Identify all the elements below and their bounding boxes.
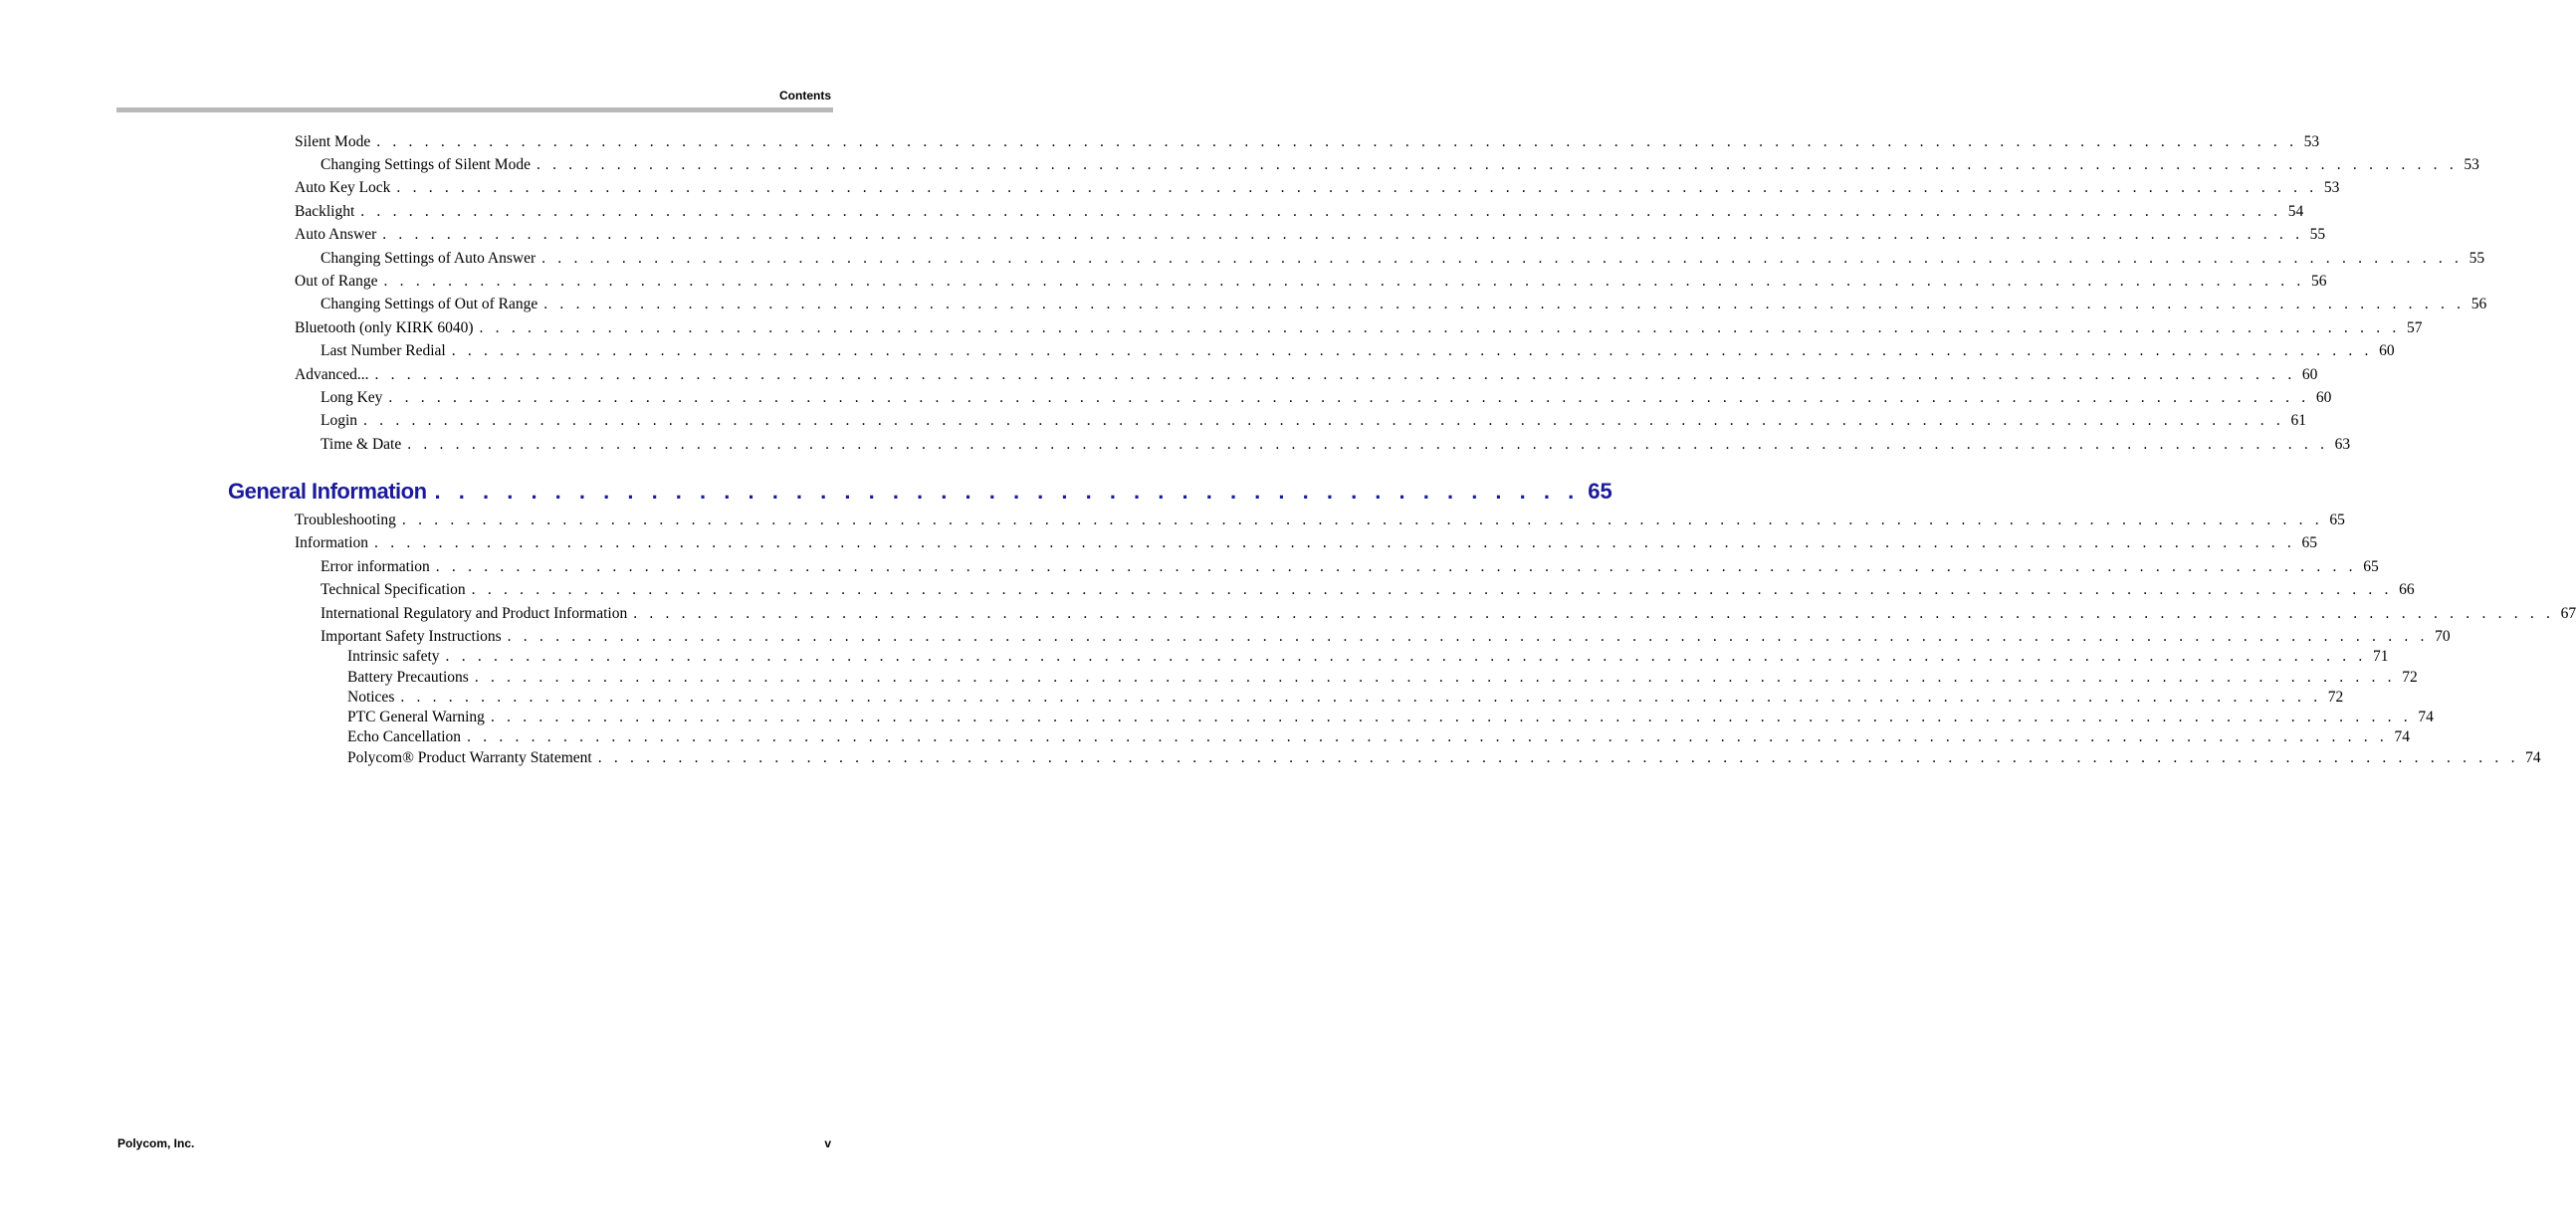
toc-entry-title: Silent Mode bbox=[295, 133, 371, 150]
toc-entry-page-number: 65 bbox=[2363, 558, 2379, 575]
dot-leader: . . . . . . . . . . . . . . . . . . . . . . . . . . . . . . . . . . . . . . . . . . . . . . . . . . . . . . . . . . . . . . . . . . . . . . . . . . . . . . . . . . . . . . . . . . . . . . . . . . . . . . . . . . . . . . . . . . . . . . . . bbox=[360, 203, 2282, 220]
dot-leader: . . . . . . . . . . . . . . . . . . . . . . . . . . . . . . . . . . . . . . . . . . . . . . . . . . . . . . . . . . . . . . . . . . . . . . . . . . . . . . . . . . . . . . . . . . . . . . . . . . . . . . . . . . . . . . . . . . . . . . . . bbox=[541, 250, 2464, 267]
toc-entry-title: Changing Settings of Silent Mode bbox=[321, 156, 531, 173]
toc-entry-page-number: 60 bbox=[2301, 366, 2318, 383]
dot-leader: . . . . . . . . . . . . . . . . . . . . . . . . . . . . . . . . . . . . . . . . . . . . . . . . . . . . . . . . . . . . . . . . . . . . . . . . . . . . . . . . . . . . . . . . . . . . . . . . . . . . . . . . . . . . . . . . . . . . . . . . bbox=[383, 273, 2305, 290]
toc-entry-title: PTC General Warning bbox=[347, 709, 485, 725]
dot-leader: . . . . . . . . . . . . . . . . . . . . . . . . . . . . . . . . . . . . . . . . . . . . . . . . . . . . . . . . . . . . . . . . . . . . . . . . . . . . . . . . . . . . . . . . . . . . . . . . . . . . . . . . . . . . . . . . . . . . . . . . bbox=[445, 648, 2367, 665]
toc-entry[interactable] bbox=[321, 295, 2487, 314]
toc-entry-title: Backlight bbox=[295, 203, 355, 220]
dot-leader: . . . . . . . . . . . . . . . . . . . . . . . . . . . . . . . . . . . . . . . . . . . . . . . . . . . . . . . . . . . . . . . . . . . . . . . . . . . . . . . . . . . . . . . . . . . . . . . . . . . . . . . . . . . . . . . . . . . . . . . . bbox=[400, 689, 2322, 706]
toc-entry-title: Last Number Redial bbox=[321, 342, 446, 359]
toc-entry[interactable] bbox=[295, 365, 2318, 385]
toc-entry[interactable] bbox=[347, 727, 2410, 747]
toc-entry-title: Error information bbox=[321, 558, 430, 575]
dot-leader: . . . . . . . . . . . . . . . . . . . . . . . . . . . . . . . . . . . . . . . . . . . . . . . . . . . . . . . . . . . . . . . . . . . . . . . . . . . . . . . . . . . . . . . . . . . . . . . . . . . . . . . . . . . . . . . . . . . . . . . . bbox=[543, 296, 2466, 312]
toc-entry-page-number: 53 bbox=[2464, 156, 2479, 173]
dot-leader: . . . . . . . . . . . . . . . . . . . . . . . . . . . . . . . . . . . . . . . . . . . . . . . . . . . . . . . . . . . . . . . . . . . . . . . . . . . . . . . . . . . . . . . . . . . . . . . . . . . . . . . . . . . . . . . . . . . . . . . . bbox=[435, 558, 2357, 575]
dot-leader: . . . . . . . . . . . . . . . . . . . . . . . . . . . . . . . . . . . . . . . . . . . . . . . . . . . . . . . . . . . . . . . . . . . . . . . . . . . . . . . . . . . . . . . . . . . . . . . . . . . . . . . . . . . . . . . . . . . . . . . . bbox=[388, 389, 2310, 406]
toc-entry-title: Auto Answer bbox=[295, 226, 377, 243]
toc-entry-page-number: 54 bbox=[2287, 203, 2304, 220]
toc-entry-page-number: 53 bbox=[2303, 133, 2320, 150]
dot-leader: . . . . . . . . . . . . . . . . . . . . . . . . . . . . . . . . . . . . . . . . . . . . . . . . . . . . . . . . . . . . . . . . . . . . . . . . . . . . . . . . . . . . . . . . . . . . . . . . . . . . . . . . . . . . . . . . . . . . . . . . bbox=[633, 605, 2555, 622]
toc-entry-title: Long Key bbox=[321, 389, 383, 406]
dot-leader: . . . . . . . . . . . . . . . . . . . . . . . . . . . . . . . . . . . . . . . . . . . . . . . . bbox=[434, 479, 1581, 504]
toc-entry-title: Battery Precautions bbox=[347, 669, 469, 686]
toc-entry[interactable] bbox=[347, 748, 2541, 768]
toc-entry[interactable] bbox=[347, 688, 2344, 708]
dot-leader: . . . . . . . . . . . . . . . . . . . . . . . . . . . . . . . . . . . . . . . . . . . . . . . . . . . . . . . . . . . . . . . . . . . . . . . . . . . . . . . . . . . . . . . . . . . . . . . . . . . . . . . . . . . . . . . . . . . . . . . . bbox=[401, 512, 2323, 528]
dot-leader: . . . . . . . . . . . . . . . . . . . . . . . . . . . . . . . . . . . . . . . . . . . . . . . . . . . . . . . . . . . . . . . . . . . . . . . . . . . . . . . . . . . . . . . . . . . . . . . . . . . . . . . . . . . . . . . . . . . . . . . . bbox=[376, 133, 2298, 150]
toc-entry[interactable] bbox=[321, 155, 2479, 175]
toc-entry-page-number: 65 bbox=[2329, 512, 2345, 528]
toc-entry-page-number: 74 bbox=[2525, 749, 2541, 766]
dot-leader: . . . . . . . . . . . . . . . . . . . . . . . . . . . . . . . . . . . . . . . . . . . . . . . . . . . . . . . . . . . . . . . . . . . . . . . . . . . . . . . . . . . . . . . . . . . . . . . . . . . . . . . . . . . . . . . . . . . . . . . . bbox=[467, 728, 2388, 745]
running-header: Contents bbox=[779, 89, 831, 102]
toc-entry-page-number: 60 bbox=[2315, 389, 2332, 406]
toc-entry-page-number: 70 bbox=[2435, 628, 2451, 645]
dot-leader: . . . . . . . . . . . . . . . . . . . . . . . . . . . . . . . . . . . . . . . . . . . . . . . . . . . . . . . . . . . . . . . . . . . . . . . . . . . . . . . . . . . . . . . . . . . . . . . . . . . . . . . . . . . . . . . . . . . . . . . . bbox=[597, 749, 2519, 766]
toc-entry-page-number: 53 bbox=[2323, 179, 2340, 196]
toc-entry[interactable] bbox=[295, 202, 2304, 222]
toc-entry-page-number: 72 bbox=[2327, 689, 2344, 706]
toc-entry-page-number: 74 bbox=[2394, 728, 2410, 745]
toc-entry[interactable] bbox=[295, 178, 2340, 198]
toc-entry[interactable] bbox=[295, 272, 2327, 292]
toc-entry-page-number: 67 bbox=[2560, 605, 2576, 622]
toc-entry-title: Technical Specification bbox=[321, 581, 466, 598]
toc-entry-page-number: 57 bbox=[2406, 319, 2423, 336]
toc-entry-title: Time & Date bbox=[321, 436, 402, 453]
toc-entry[interactable] bbox=[321, 435, 2351, 455]
dot-leader: . . . . . . . . . . . . . . . . . . . . . . . . . . . . . . . . . . . . . . . . . . . . . . . . . . . . . . . . . . . . . . . . . . . . . . . . . . . . . . . . . . . . . . . . . . . . . . . . . . . . . . . . . . . . . . . . . . . . . . . . bbox=[479, 319, 2401, 336]
toc-chapter-entry[interactable] bbox=[228, 478, 1612, 506]
toc-entry[interactable] bbox=[321, 341, 2395, 361]
toc-entry[interactable] bbox=[321, 388, 2332, 408]
toc-entry[interactable] bbox=[321, 249, 2485, 269]
toc-entry[interactable] bbox=[295, 318, 2423, 338]
toc-entry-title: International Regulatory and Product Information bbox=[321, 605, 628, 622]
dot-leader: . . . . . . . . . . . . . . . . . . . . . . . . . . . . . . . . . . . . . . . . . . . . . . . . . . . . . . . . . . . . . . . . . . . . . . . . . . . . . . . . . . . . . . . . . . . . . . . . . . . . . . . . . . . . . . . . . . . . . . . . bbox=[396, 179, 2318, 196]
toc-entry-page-number: 66 bbox=[2399, 581, 2415, 598]
dot-leader: . . . . . . . . . . . . . . . . . . . . . . . . . . . . . . . . . . . . . . . . . . . . . . . . . . . . . . . . . . . . . . . . . . . . . . . . . . . . . . . . . . . . . . . . . . . . . . . . . . . . . . . . . . . . . . . . . . . . . . . . bbox=[407, 436, 2329, 453]
dot-leader: . . . . . . . . . . . . . . . . . . . . . . . . . . . . . . . . . . . . . . . . . . . . . . . . . . . . . . . . . . . . . . . . . . . . . . . . . . . . . . . . . . . . . . . . . . . . . . . . . . . . . . . . . . . . . . . . . . . . . . . . bbox=[536, 156, 2458, 173]
dot-leader: . . . . . . . . . . . . . . . . . . . . . . . . . . . . . . . . . . . . . . . . . . . . . . . . . . . . . . . . . . . . . . . . . . . . . . . . . . . . . . . . . . . . . . . . . . . . . . . . . . . . . . . . . . . . . . . . . . . . . . . . bbox=[474, 669, 2396, 686]
toc-entry-title: Intrinsic safety bbox=[347, 648, 440, 665]
toc-entry-title: Changing Settings of Out of Range bbox=[321, 296, 538, 312]
toc-entry[interactable] bbox=[295, 511, 2345, 530]
toc-entry-title: Information bbox=[295, 534, 369, 551]
chapter-page-number: 65 bbox=[1588, 479, 1612, 504]
toc-entry-page-number: 56 bbox=[2470, 296, 2487, 312]
toc-entry-page-number: 72 bbox=[2402, 669, 2418, 686]
toc-entry-page-number: 61 bbox=[2290, 412, 2306, 429]
toc-entry[interactable] bbox=[321, 627, 2451, 647]
toc-entry[interactable] bbox=[295, 225, 2326, 245]
toc-entry[interactable] bbox=[347, 668, 2418, 688]
toc-entry-title: Bluetooth (only KIRK 6040) bbox=[295, 319, 474, 336]
toc-entry-page-number: 63 bbox=[2334, 436, 2351, 453]
toc-entry[interactable] bbox=[321, 604, 2576, 624]
toc-entry-page-number: 56 bbox=[2310, 273, 2327, 290]
toc-entry-page-number: 55 bbox=[2469, 250, 2485, 267]
toc-entry-title: Troubleshooting bbox=[295, 512, 396, 528]
toc-entry-title: Advanced... bbox=[295, 366, 369, 383]
toc-entry[interactable] bbox=[321, 580, 2415, 600]
toc-entry[interactable] bbox=[347, 708, 2434, 727]
dot-leader: . . . . . . . . . . . . . . . . . . . . . . . . . . . . . . . . . . . . . . . . . . . . . . . . . . . . . . . . . . . . . . . . . . . . . . . . . . . . . . . . . . . . . . . . . . . . . . . . . . . . . . . . . . . . . . . . . . . . . . . . bbox=[451, 342, 2373, 359]
footer-company: Polycom, Inc. bbox=[117, 1136, 195, 1150]
dot-leader: . . . . . . . . . . . . . . . . . . . . . . . . . . . . . . . . . . . . . . . . . . . . . . . . . . . . . . . . . . . . . . . . . . . . . . . . . . . . . . . . . . . . . . . . . . . . . . . . . . . . . . . . . . . . . . . . . . . . . . . . bbox=[374, 366, 2296, 383]
toc-entry-page-number: 55 bbox=[2309, 226, 2326, 243]
dot-leader: . . . . . . . . . . . . . . . . . . . . . . . . . . . . . . . . . . . . . . . . . . . . . . . . . . . . . . . . . . . . . . . . . . . . . . . . . . . . . . . . . . . . . . . . . . . . . . . . . . . . . . . . . . . . . . . . . . . . . . . . bbox=[507, 628, 2429, 645]
toc-entry-title: Echo Cancellation bbox=[347, 728, 462, 745]
dot-leader: . . . . . . . . . . . . . . . . . . . . . . . . . . . . . . . . . . . . . . . . . . . . . . . . . . . . . . . . . . . . . . . . . . . . . . . . . . . . . . . . . . . . . . . . . . . . . . . . . . . . . . . . . . . . . . . . . . . . . . . . bbox=[363, 412, 2284, 429]
toc-entry-page-number: 74 bbox=[2418, 709, 2434, 725]
toc-entry-title: Polycom® Product Warranty Statement bbox=[347, 749, 592, 766]
toc-entry-title: Auto Key Lock bbox=[295, 179, 391, 196]
toc-entry[interactable] bbox=[321, 411, 2306, 431]
toc-entry-page-number: 71 bbox=[2372, 648, 2389, 665]
dot-leader: . . . . . . . . . . . . . . . . . . . . . . . . . . . . . . . . . . . . . . . . . . . . . . . . . . . . . . . . . . . . . . . . . . . . . . . . . . . . . . . . . . . . . . . . . . . . . . . . . . . . . . . . . . . . . . . . . . . . . . . . bbox=[471, 581, 2393, 598]
toc-entry-title: Important Safety Instructions bbox=[321, 628, 502, 645]
toc-entry-title: Changing Settings of Auto Answer bbox=[321, 250, 537, 267]
toc-entry-page-number: 65 bbox=[2301, 534, 2317, 551]
chapter-title: General Information bbox=[228, 479, 427, 504]
footer-page-number: v bbox=[824, 1136, 831, 1150]
dot-leader: . . . . . . . . . . . . . . . . . . . . . . . . . . . . . . . . . . . . . . . . . . . . . . . . . . . . . . . . . . . . . . . . . . . . . . . . . . . . . . . . . . . . . . . . . . . . . . . . . . . . . . . . . . . . . . . . . . . . . . . . bbox=[382, 226, 2304, 243]
header-rule bbox=[116, 107, 833, 112]
toc-entry[interactable] bbox=[347, 647, 2389, 667]
toc-entry-page-number: 60 bbox=[2379, 342, 2395, 359]
dot-leader: . . . . . . . . . . . . . . . . . . . . . . . . . . . . . . . . . . . . . . . . . . . . . . . . . . . . . . . . . . . . . . . . . . . . . . . . . . . . . . . . . . . . . . . . . . . . . . . . . . . . . . . . . . . . . . . . . . . . . . . . bbox=[374, 534, 2295, 551]
toc-entry[interactable] bbox=[295, 132, 2320, 152]
dot-leader: . . . . . . . . . . . . . . . . . . . . . . . . . . . . . . . . . . . . . . . . . . . . . . . . . . . . . . . . . . . . . . . . . . . . . . . . . . . . . . . . . . . . . . . . . . . . . . . . . . . . . . . . . . . . . . . . . . . . . . . . bbox=[490, 709, 2412, 725]
toc-entry[interactable] bbox=[295, 533, 2317, 553]
toc-entry[interactable] bbox=[321, 557, 2379, 577]
toc-entry-title: Notices bbox=[347, 689, 395, 706]
toc-entry-title: Out of Range bbox=[295, 273, 378, 290]
toc-entry-title: Login bbox=[321, 412, 358, 429]
